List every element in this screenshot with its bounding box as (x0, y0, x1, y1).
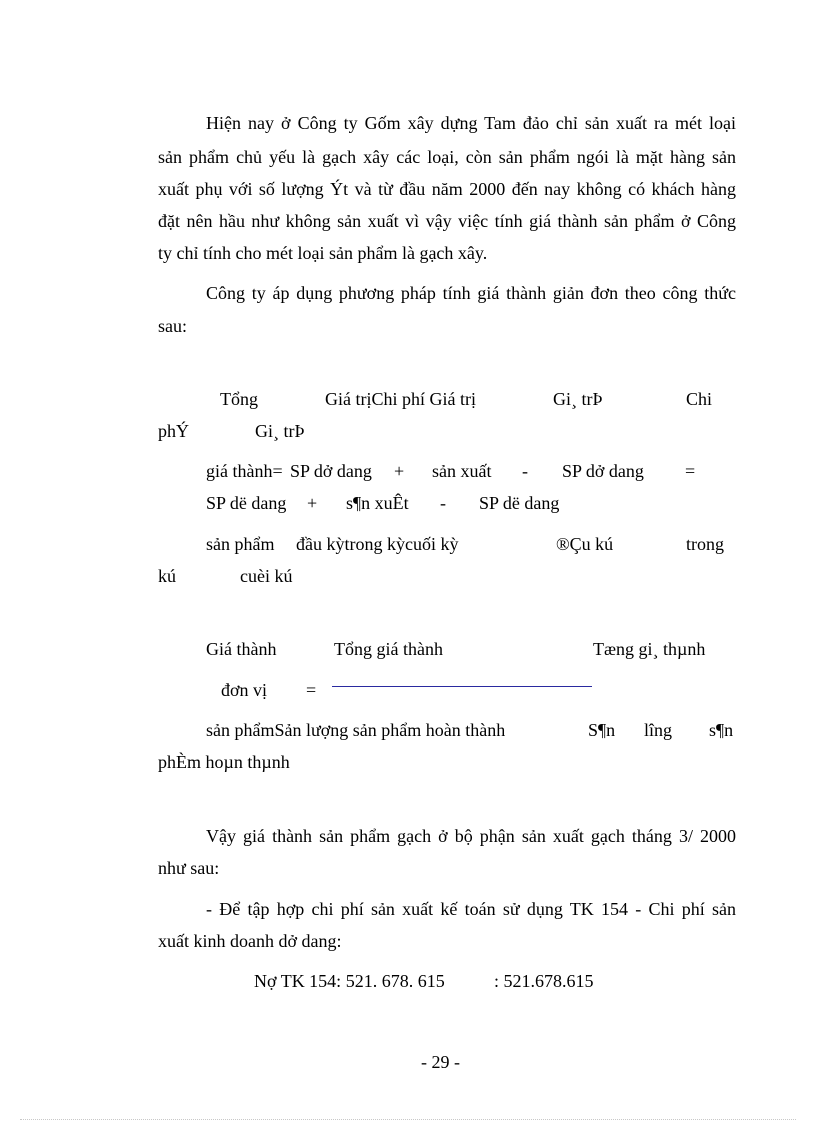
paragraph-3-line-2: như sau: (158, 858, 220, 878)
paragraph-2-line-2: sau: (158, 316, 187, 336)
formula-2-teng: Tæng gi¸ thµnh (593, 639, 706, 659)
paragraph-1-line-2: sản phẩm chủ yếu là gạch xây các loại, còn sản phẩm ngói là mặt hàng sản (158, 147, 736, 167)
formula-2-don-vi: đơn vị (221, 680, 268, 700)
paragraph-1-line-5: ty chỉ tính cho mét loại sản phẩm là gạch xây. (158, 243, 488, 263)
formula-1-equals: = (685, 461, 696, 481)
paragraph-3-line-1: Vậy giá thành sản phẩm gạch ở bộ phận sản xuất gạch tháng 3/ 2000 (206, 826, 736, 846)
formula-1-phy: phÝ (158, 421, 189, 441)
paragraph-1-line-4: đặt nên hầu như không sản xuất vì vậy việc tính giá thành sản phẩm ở Công (158, 211, 736, 231)
formula-1-sp-de-dang-1: SP dë dang (206, 493, 287, 513)
formula-1-ku: kú (158, 566, 176, 586)
paragraph-4-line-1: - Để tập hợp chi phí sản xuất kế toán sử dụng TK 154 - Chi phí sản (206, 899, 736, 919)
formula-2-ling: lîng (644, 720, 673, 740)
formula-1-sp-do-dang-1: SP dở dang (290, 461, 372, 481)
formula-1-cu-ku: ®Çu kú (556, 534, 614, 554)
formula-1-san-pham: sản phẩm (206, 534, 275, 554)
formula-1-san-xuat: sản xuất (432, 461, 492, 481)
formula-1-sp-do-dang-2: SP dở dang (562, 461, 644, 481)
formula-2-tong-gia-thanh: Tổng giá thành (334, 639, 443, 659)
formula-1-gi-trp-2: Gi¸ trÞ (255, 421, 305, 441)
formula-1-chi: Chi (686, 389, 713, 409)
formula-2-gia-thanh: Giá thành (206, 639, 277, 659)
paragraph-4-line-2: xuất kinh doanh dở dang: (158, 931, 342, 951)
fraction-line (332, 686, 592, 687)
formula-1-tong: Tổng (220, 389, 258, 409)
formula-2-sn: S¶n (588, 720, 616, 740)
paragraph-2-line-1: Công ty áp dụng phương pháp tính giá thành giản đơn theo công thức (206, 283, 736, 303)
formula-1-cuei-ku: cuèi kú (240, 566, 293, 586)
paragraph-1-line-3: xuất phụ với số lượng Ýt và từ đầu năm 2000 đến nay không có khách hàng (158, 179, 736, 199)
formula-1-gi-trp: Gi¸ trÞ (553, 389, 603, 409)
formula-1-plus: + (394, 461, 405, 481)
entry-amount: : 521.678.615 (494, 971, 594, 991)
formula-2-phem: phÈm hoµn thµnh (158, 752, 290, 772)
page-number: - 29 - (421, 1052, 460, 1072)
formula-1-minus-2: - (440, 493, 446, 513)
formula-2-sn-2: s¶n (709, 720, 734, 740)
formula-1-dau-ky: đầu kỳtrong kỳcuối kỳ (296, 534, 459, 554)
formula-2-san-pham-san-luong: sản phẩmSản lượng sản phẩm hoàn thành (206, 720, 506, 740)
formula-1-plus-2: + (307, 493, 318, 513)
formula-1-minus: - (522, 461, 528, 481)
formula-1-headings: Giá trịChi phí Giá trị (325, 389, 476, 409)
formula-2-equals: = (306, 680, 317, 700)
formula-1-trong: trong (686, 534, 724, 554)
formula-1-sn-xuet: s¶n xuÊt (346, 493, 409, 513)
entry-debit: Nợ TK 154: 521. 678. 615 (254, 971, 445, 991)
paragraph-1-line-1: Hiện nay ở Công ty Gốm xây dựng Tam đảo chỉ sản xuất ra mét loại (206, 113, 736, 133)
page-border-dots (20, 1119, 796, 1120)
formula-1-gia-thanh: giá thành= (206, 461, 283, 481)
formula-1-sp-de-dang-2: SP dë dang (479, 493, 560, 513)
